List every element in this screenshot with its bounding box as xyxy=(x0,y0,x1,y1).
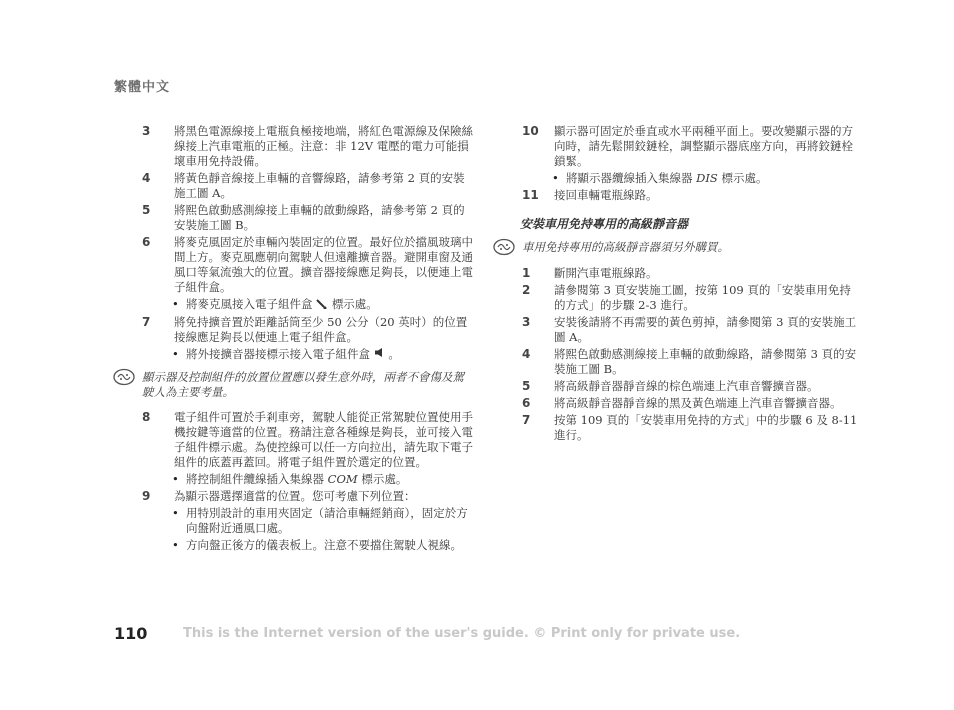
step-number: 4 xyxy=(522,347,531,361)
bullet-text: 用特別設計的車用夾固定（請洽車輛經銷商），固定於方向盤附近通風口處。 xyxy=(186,506,468,535)
step-text: 將熙色啟動感測線接上車輛的啟動線路，請參考第 2 頁的安裝施工圖 B。 xyxy=(174,203,465,232)
microphone-icon xyxy=(316,298,328,313)
bullet-item: • 將控制組件纜線插入集線器 COM 標示處。 xyxy=(172,472,408,486)
step-number: 4 xyxy=(142,171,151,185)
step-text: 請參閱第 3 頁安裝施工圖，按第 109 頁的「安裝車用免持的方式」的步驟 2-3 進行。 xyxy=(554,283,851,312)
list-item xyxy=(520,379,858,394)
bullet-text-tail: 標示處。 xyxy=(361,472,408,486)
bullet-text: 將外接擴音器接標示接入電子組件盒 xyxy=(186,346,370,361)
note-icon xyxy=(112,368,136,386)
bullet-text-tail: 標示處。 xyxy=(331,297,378,311)
list-item xyxy=(520,266,858,281)
step-text: 將黃色靜音線接上車輛的音響線路，請參考第 2 頁的安裝施工圖 A。 xyxy=(174,171,465,200)
step-number: 6 xyxy=(142,235,151,249)
step-number: 10 xyxy=(522,124,539,138)
right-column xyxy=(520,124,858,445)
step-number: 7 xyxy=(522,413,531,427)
list-item xyxy=(140,203,475,233)
step-text: 按第 109 頁的「安裝車用免持的方式」中的步驟 6 及 8-11 進行。 xyxy=(554,413,858,442)
note-text: 車用免持專用的高級靜音器須另外購買。 xyxy=(522,240,729,254)
list-item xyxy=(520,413,858,443)
note-text: 顯示器及控制組件的放置位置應以發生意外時，兩者不會傷及駕駛人為主要考量。 xyxy=(142,370,464,399)
port-label: COM xyxy=(327,472,358,486)
step-text: 接回車輛電瓶線路。 xyxy=(554,188,658,202)
list-item xyxy=(520,315,858,345)
step-number: 9 xyxy=(142,489,151,503)
step-number: 7 xyxy=(142,314,151,329)
page-number: 110 xyxy=(114,624,148,643)
step-text: 將熙色啟動感測線接上車輛的啟動線路，請參閱第 3 頁的安裝施工圖 B。 xyxy=(554,347,857,376)
step-text: 斷開汽車電瓶線路。 xyxy=(554,266,658,280)
note-block xyxy=(492,240,858,256)
step-text: 為顯示器選擇適當的位置。您可考慮下列位置： xyxy=(174,489,416,503)
step-number: 1 xyxy=(522,266,531,280)
page-language-header: 繁體中文 xyxy=(114,80,171,95)
list-item xyxy=(520,188,858,203)
step-number: 5 xyxy=(142,203,151,217)
list-item xyxy=(140,235,475,295)
list-item xyxy=(140,171,475,201)
step-number: 3 xyxy=(142,124,151,138)
step-number: 8 xyxy=(142,410,151,424)
bullet-text-tail: 。 xyxy=(388,346,400,361)
step-text: 顯示器可固定於垂直或水平兩種平面上。要改變顯示器的方向時，請先鬆開鉸鏈栓，調整顯示器底座方向，再將鉸鏈栓鎖緊。 xyxy=(554,124,853,168)
step-number: 2 xyxy=(522,283,531,297)
note-block xyxy=(112,370,475,400)
step-number: 5 xyxy=(522,379,531,393)
bullet-text: 將顯示器纜線插入集線器 xyxy=(566,171,693,185)
list-item xyxy=(520,347,858,377)
step-text: 將免持擴音置於距離話筒至少 50 公分（20 英吋）的位置接線應足夠長以便連上電子組件盒。 xyxy=(174,314,468,344)
step-text: 將高級靜音器靜音線的棕色端連上汽車音響擴音器。 xyxy=(554,379,819,393)
left-column xyxy=(140,124,475,555)
bullet-item: • 用特別設計的車用夾固定（請洽車輛經銷商），固定於方向盤附近通風口處。 xyxy=(172,506,475,536)
speaker-icon xyxy=(374,347,385,362)
bullet-text-tail: 標示處。 xyxy=(721,171,768,185)
list-item xyxy=(520,283,858,313)
list-item xyxy=(140,410,475,470)
step-text: 安裝後請將不再需要的黃色剪掉，請參閱第 3 頁的安裝施工圖 A。 xyxy=(554,315,857,344)
footer-notice: This is the Internet version of the user's guide. © Print only for private use. xyxy=(183,626,741,641)
list-item xyxy=(520,124,858,169)
step-number: 6 xyxy=(522,396,531,410)
step-text: 電子組件可置於手剎車旁，駕駛人能從正常駕駛位置使用手機按鍵等適當的位置。務請注意各種線是夠長，並可接入電子組件標示處。為使控線可以任一方向拉出，請先取下電子組件的底蓋再蓋回。將電子組件置於選定的位置。 xyxy=(174,410,473,469)
list-item xyxy=(140,315,475,345)
step-number: 3 xyxy=(522,315,531,329)
port-label: DIS xyxy=(696,171,718,185)
list-item xyxy=(140,124,475,169)
bullet-item: • 將外接擴音器接標示接入電子組件盒 。 xyxy=(172,346,400,361)
list-item xyxy=(140,489,475,504)
step-number: 11 xyxy=(522,188,539,202)
bullet-text: 方向盤正後方的儀表板上。注意不要擋住駕駛人視線。 xyxy=(186,538,462,552)
bullet-item: • 將顯示器纜線插入集線器 DIS 標示處。 xyxy=(552,171,768,185)
bullet-item: • 將麥克風接入電子組件盒 標示處。 xyxy=(172,297,378,311)
list-item xyxy=(520,396,858,411)
bullet-item: • 方向盤正後方的儀表板上。注意不要擋住駕駛人視線。 xyxy=(172,538,475,553)
note-icon xyxy=(492,238,516,256)
step-text: 將黑色電源線接上電瓶負極接地端，將紅色電源線及保險絲線接上汽車電瓶的正極。注意：非 12V 電壓的電力可能損壞車用免持設備。 xyxy=(174,124,473,168)
step-text: 將高級靜音器靜音線的黑及黃色端連上汽車音響擴音器。 xyxy=(554,396,842,410)
section-title: 安裝車用免持專用的高級靜音器 xyxy=(520,217,689,231)
bullet-text: 將控制組件纜線插入集線器 xyxy=(186,472,324,486)
bullet-text: 將麥克風接入電子組件盒 xyxy=(186,297,313,311)
step-text: 將麥克風固定於車輛內裝固定的位置。最好位於擋風玻璃中間上方。麥克風應朝向駕駛人但遠離擴音器。避開車窗及通風口等氣流強大的位置。擴音器接線應足夠長，以便連上電子組件盒。 xyxy=(174,235,473,294)
